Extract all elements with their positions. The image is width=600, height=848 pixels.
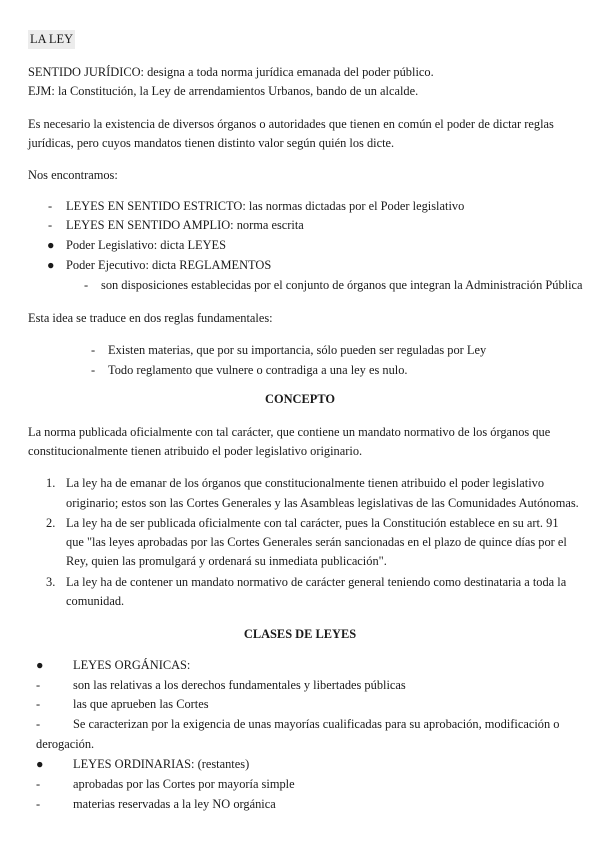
- dash-bullet: -: [36, 678, 41, 692]
- list-item: La ley ha de ser publicada oficialmente con tal carácter, pues la Constitución establece en su art. 91: [66, 516, 559, 530]
- dash-bullet: -: [48, 199, 53, 213]
- list-item: originario; estos son las Cortes Generales y las Asambleas legislativas de las Comunidades Autónomas.: [66, 496, 579, 510]
- list-item: Rey, quien las promulgará y ordenará su inmediata publicación".: [66, 554, 387, 568]
- paragraph-line: Nos encontramos:: [28, 168, 118, 182]
- dash-bullet: -: [36, 777, 41, 791]
- list-item: comunidad.: [66, 594, 125, 608]
- list-item: las que aprueben las Cortes: [73, 697, 209, 711]
- list-item: son disposiciones establecidas por el conjunto de órganos que integran la Administración Pública: [101, 278, 583, 292]
- list-item: LEYES ORDINARIAS: (restantes): [73, 757, 250, 771]
- list-number: 1.: [46, 476, 56, 490]
- list-item: LEYES ORGÁNICAS:: [73, 658, 191, 672]
- dash-bullet: -: [84, 278, 89, 292]
- round-bullet: ●: [47, 238, 55, 252]
- list-item: Poder Legislativo: dicta LEYES: [66, 238, 227, 252]
- dash-bullet: -: [91, 343, 96, 357]
- section-heading: CONCEPTO: [265, 392, 335, 406]
- list-item: Todo reglamento que vulnere o contradiga a una ley es nulo.: [108, 363, 408, 377]
- list-item: que "las leyes aprobadas por las Cortes Generales serán sancionadas en el plazo de quince días por el: [66, 535, 567, 549]
- list-item: son las relativas a los derechos fundamentales y libertades públicas: [73, 678, 406, 692]
- dash-bullet: -: [36, 717, 41, 731]
- paragraph-line: constitucionalmente tienen atribuido el poder legislativo originario.: [28, 444, 363, 458]
- dash-bullet: -: [48, 218, 53, 232]
- doc-title: LA LEY: [28, 30, 75, 49]
- list-item: La ley ha de contener un mandato normativo de carácter general teniendo como destinataria a toda la: [66, 575, 567, 589]
- round-bullet: ●: [36, 757, 44, 771]
- list-item: LEYES EN SENTIDO ESTRICTO: las normas dictadas por el Poder legislativo: [66, 199, 465, 213]
- round-bullet: ●: [36, 658, 44, 672]
- dash-bullet: -: [91, 363, 96, 377]
- dash-bullet: -: [36, 797, 41, 811]
- list-item: aprobadas por las Cortes por mayoría simple: [73, 777, 295, 791]
- list-item: Se caracterizan por la exigencia de unas mayorías cualificadas para su aprobación, modificación o: [73, 717, 560, 731]
- list-item: Poder Ejecutivo: dicta REGLAMENTOS: [66, 258, 272, 272]
- paragraph-line: Esta idea se traduce en dos reglas fundamentales:: [28, 311, 273, 325]
- definition-line: SENTIDO JURÍDICO: designa a toda norma jurídica emanada del poder público.: [28, 65, 434, 79]
- paragraph-line: Es necesario la existencia de diversos órganos o autoridades que tienen en común el poder de dictar reglas: [28, 117, 554, 131]
- list-item-continuation: derogación.: [36, 737, 95, 751]
- list-number: 3.: [46, 575, 56, 589]
- list-number: 2.: [46, 516, 56, 530]
- list-item: materias reservadas a la ley NO orgánica: [73, 797, 276, 811]
- list-item: LEYES EN SENTIDO AMPLIO: norma escrita: [66, 218, 304, 232]
- paragraph-line: La norma publicada oficialmente con tal carácter, que contiene un mandato normativo de los órganos que: [28, 425, 551, 439]
- list-item: La ley ha de emanar de los órganos que constitucionalmente tienen atribuido el poder legislativo: [66, 476, 545, 490]
- example-line: EJM: la Constitución, la Ley de arrendamientos Urbanos, bando de un alcalde.: [28, 84, 419, 98]
- paragraph-line: jurídicas, pero cuyos mandatos tienen distinto valor según quién los dicte.: [28, 136, 395, 150]
- list-item: Existen materias, que por su importancia, sólo pueden ser reguladas por Ley: [108, 343, 487, 357]
- round-bullet: ●: [47, 258, 55, 272]
- section-heading: CLASES DE LEYES: [243, 627, 357, 641]
- dash-bullet: -: [36, 697, 41, 711]
